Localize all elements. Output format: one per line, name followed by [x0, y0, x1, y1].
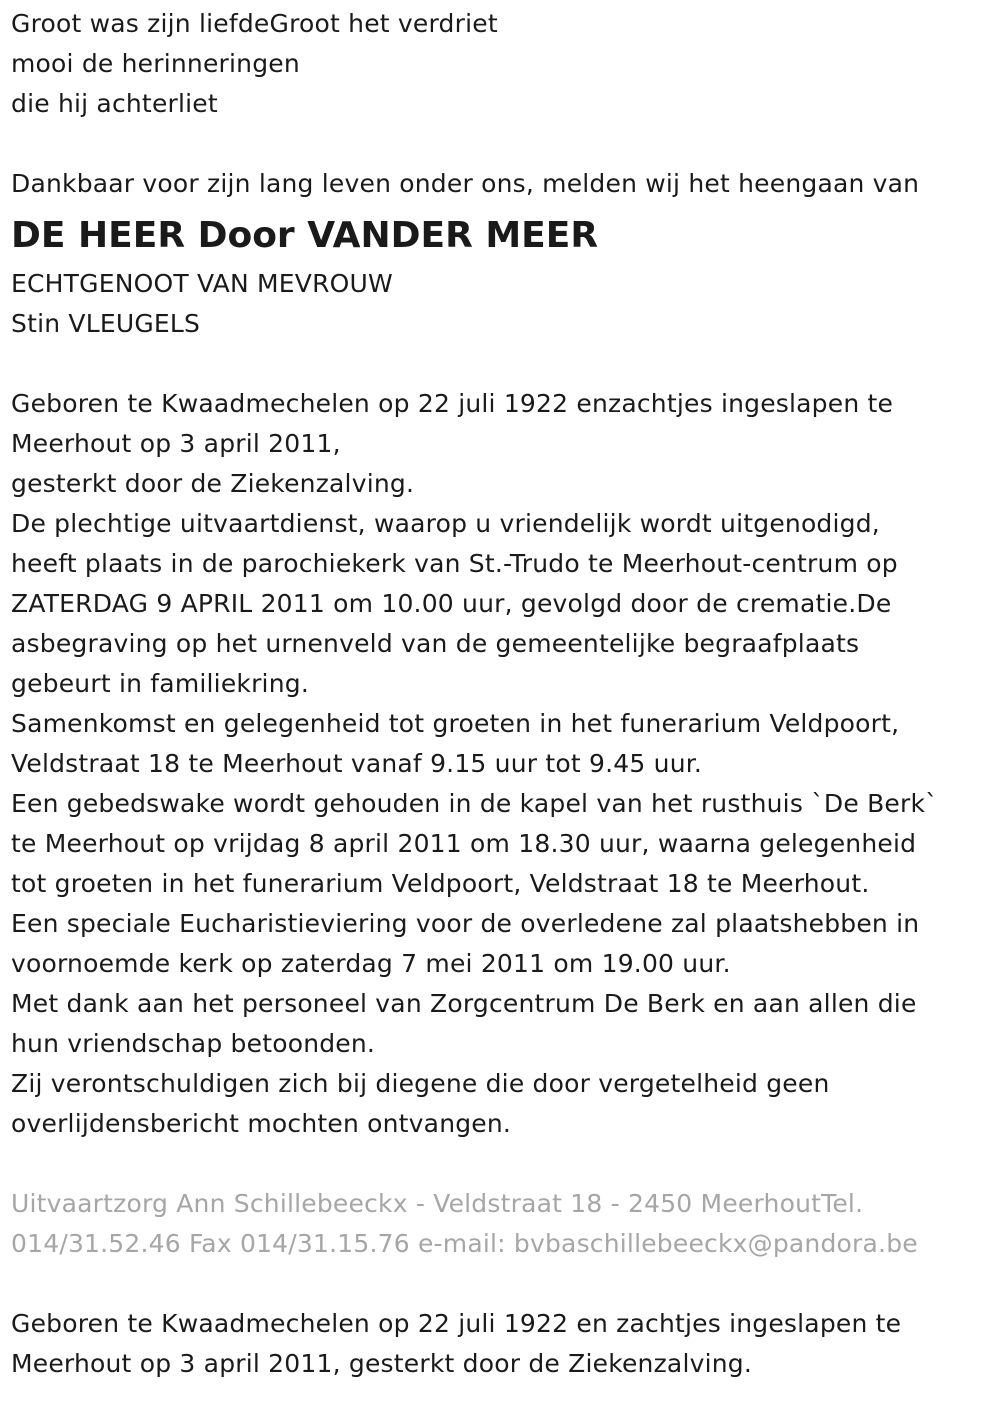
funeral-home-line: 014/31.52.46 Fax 014/31.15.76 e-mail: bvbaschillebeeckx@pandora.be: [11, 1229, 918, 1258]
deceased-name: DE HEER Door VANDER MEER: [11, 215, 599, 256]
deceased-block: [11, 206, 986, 344]
obituary-notice: [11, 4, 986, 1384]
body-line: Een speciale Eucharistieviering voor de overledene zal plaatshebben in: [11, 909, 920, 938]
poem-line: mooi de herinneringen: [11, 49, 300, 78]
body-line: Met dank aan het personeel van Zorgcentrum De Berk en aan allen die: [11, 989, 917, 1018]
body-line: tot groeten in het funerarium Veldpoort, Veldstraat 18 te Meerhout.: [11, 869, 870, 898]
spacer: [11, 124, 986, 164]
body-line: Veldstraat 18 te Meerhout vanaf 9.15 uur tot 9.45 uur.: [11, 749, 703, 778]
body-line: overlijdensbericht mochten ontvangen.: [11, 1109, 512, 1138]
obituary-body: [11, 384, 986, 1144]
spacer: [11, 1264, 986, 1304]
poem-line: die hij achterliet: [11, 89, 218, 118]
body-line: ZATERDAG 9 APRIL 2011 om 10.00 uur, gevolgd door de crematie.De: [11, 589, 892, 618]
body-line: Zij verontschuldigen zich bij diegene die door vergetelheid geen: [11, 1069, 830, 1098]
announcement-text: Dankbaar voor zijn lang leven onder ons, melden wij het heengaan van: [11, 169, 920, 198]
body-line: Samenkomst en gelegenheid tot groeten in het funerarium Veldpoort,: [11, 709, 900, 738]
funeral-home-line: Uitvaartzorg Ann Schillebeeckx - Veldstraat 18 - 2450 MeerhoutTel.: [11, 1189, 864, 1218]
relation-text: ECHTGENOOT VAN MEVROUW: [11, 269, 393, 298]
body-line: heeft plaats in de parochiekerk van St.-Trudo te Meerhout-centrum op: [11, 549, 898, 578]
body-line: Meerhout op 3 april 2011,: [11, 429, 341, 458]
body-line: gesterkt door de Ziekenzalving.: [11, 469, 415, 498]
body-line: hun vriendschap betoonden.: [11, 1029, 376, 1058]
spouse-name: Stin VLEUGELS: [11, 309, 201, 338]
body-line: te Meerhout op vrijdag 8 april 2011 om 18.30 uur, waarna gelegenheid: [11, 829, 917, 858]
summary-line: Meerhout op 3 april 2011, gesterkt door de Ziekenzalving.: [11, 1349, 752, 1378]
summary-line: Geboren te Kwaadmechelen op 22 juli 1922 en zachtjes ingeslapen te: [11, 1309, 902, 1338]
body-line: asbegraving op het urnenveld van de gemeentelijke begraafplaats: [11, 629, 860, 658]
spacer: [11, 344, 986, 384]
body-line: voornoemde kerk op zaterdag 7 mei 2011 om 19.00 uur.: [11, 949, 731, 978]
body-line: De plechtige uitvaartdienst, waarop u vriendelijk wordt uitgenodigd,: [11, 509, 880, 538]
body-line: Een gebedswake wordt gehouden in de kapel van het rusthuis `De Berk`: [11, 789, 938, 818]
body-line: Geboren te Kwaadmechelen op 22 juli 1922 enzachtjes ingeslapen te: [11, 389, 894, 418]
funeral-home-contact: [11, 1184, 986, 1264]
body-line: gebeurt in familiekring.: [11, 669, 309, 698]
spacer: [11, 1144, 986, 1184]
poem: [11, 4, 986, 124]
summary: [11, 1304, 986, 1384]
poem-line: Groot was zijn liefdeGroot het verdriet: [11, 9, 498, 38]
